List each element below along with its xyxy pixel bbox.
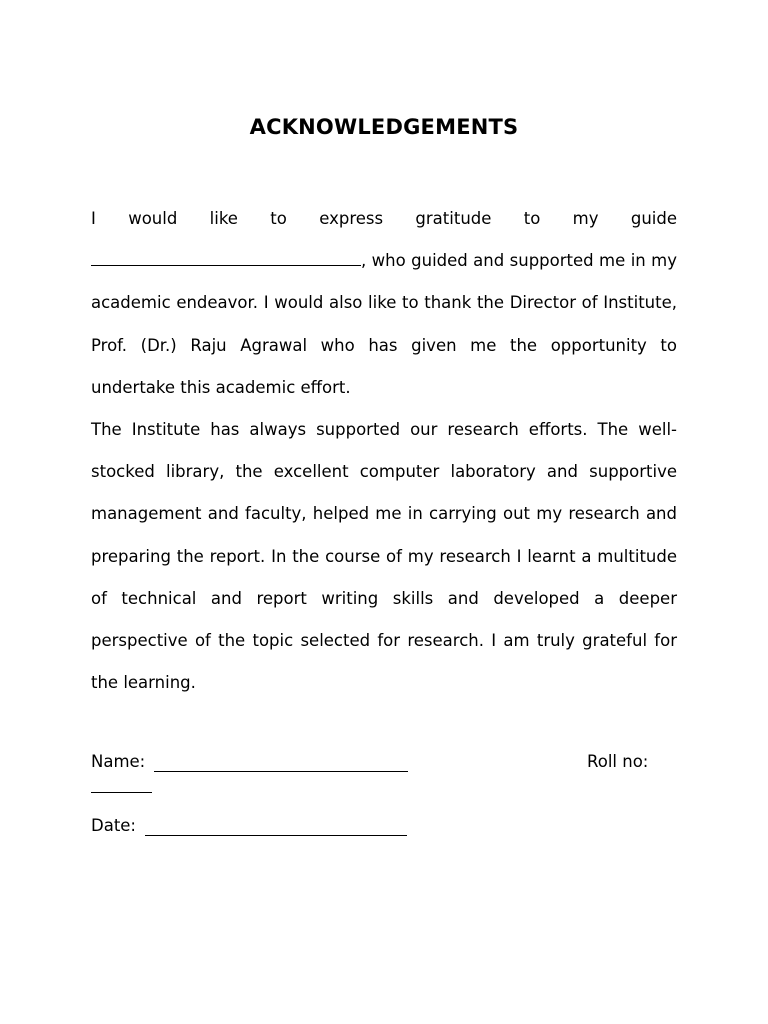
paragraph-gratitude-end: , who guided and supported me in my academic endeavor. I would also like to thank the Director of Institute, Prof. (Dr.) Raju Agrawal who has given me the opportunity to undertake this academic effort. (91, 251, 677, 397)
name-label: Name: (91, 752, 146, 771)
paragraph-institute: The Institute has always supported our research efforts. The well-stocked library, the excellent computer laboratory and supportive management and faculty, helped me in carrying out my research and preparing the report. In the course of my research I learnt a multitude of technical and report writing skills and developed a deeper perspective of the topic selected for research. I am truly grateful for the learning. (91, 420, 677, 693)
acknowledgement-body (91, 198, 677, 704)
date-blank-line (145, 815, 407, 836)
roll-number-label: Roll no: (587, 752, 649, 771)
guide-name-blank (91, 245, 361, 266)
paragraph-gratitude (91, 198, 677, 409)
roll-number-blank-line (91, 772, 152, 793)
name-blank-line (154, 751, 408, 772)
page-title: ACKNOWLEDGEMENTS (249, 115, 519, 139)
paragraph-gratitude-start: I would like to express gratitude to my guide (91, 209, 677, 228)
date-label: Date: (91, 816, 136, 835)
